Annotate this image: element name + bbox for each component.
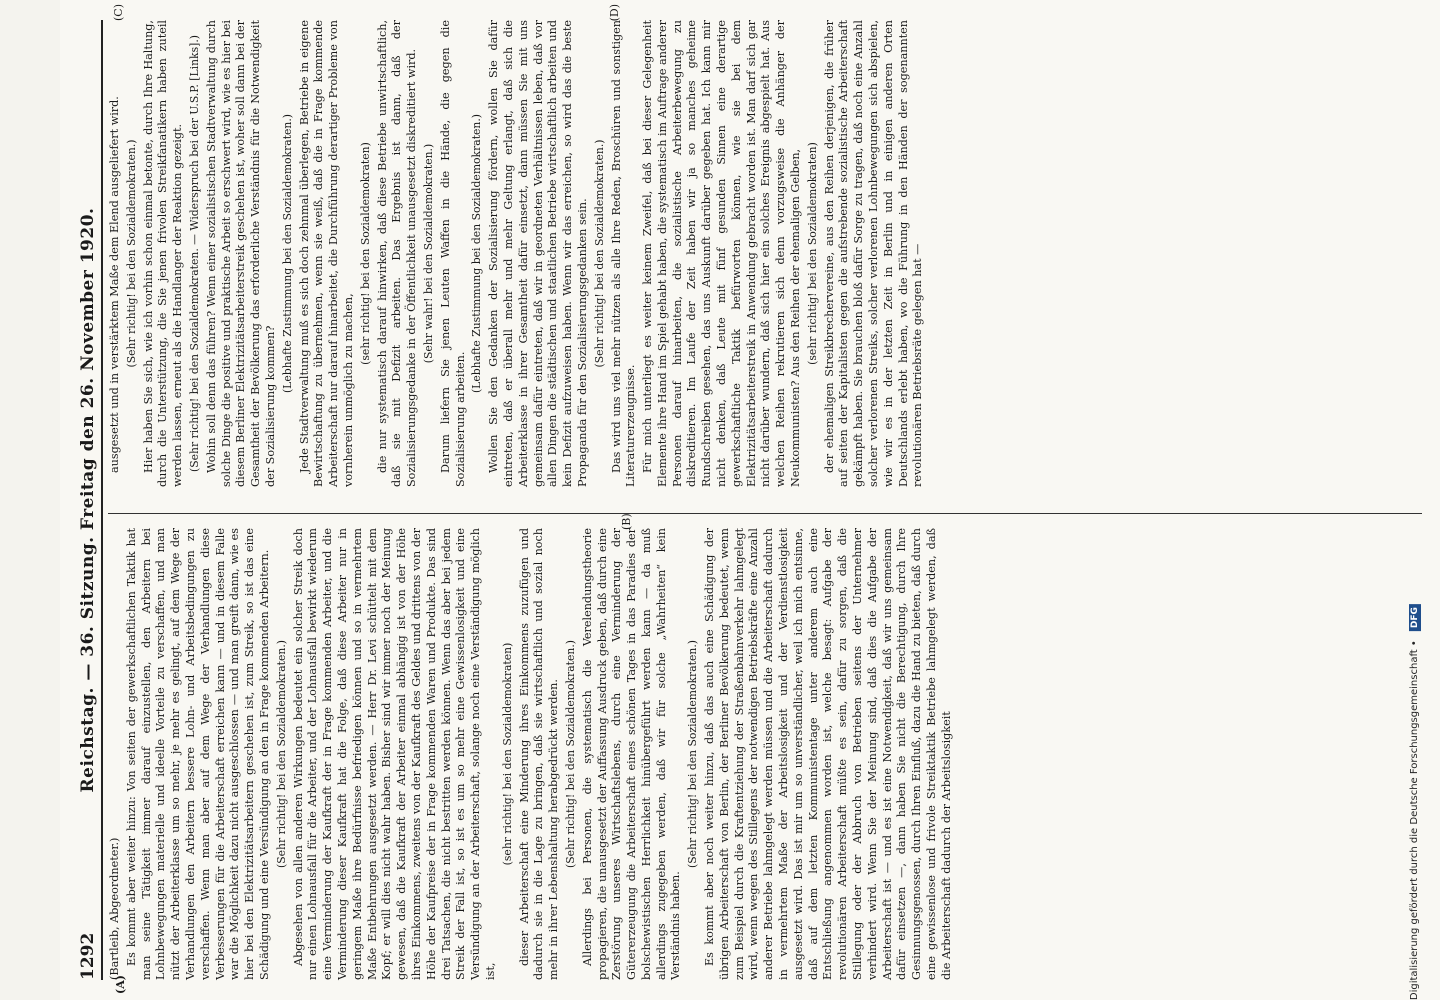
paragraph: Jede Stadtverwaltung muß es sich doch zehnmal überlegen, Betriebe in eigene Bewirtschaftung zu übernehmen, wenn sie weiß, daß die in Frage kommende Arbeiterschaft nur darauf hinarbeitet, die Durchführung derartiger Probleme von vornherein unmöglich zu machen,: [297, 20, 355, 487]
paragraph: Für mich unterliegt es weiter keinem Zweifel, daß bei dieser Gelegenheit Elemente ihre Hand im Spiel gehabt haben, die systematisch im Auftrage anderer Personen darauf hinarbeiten, die sozialistische Arbeiterbewegung zu diskreditieren. Im Laufe der Zeit haben wir ja so manches geheime Rundschreiben gesehen, das uns Auskunft darüber gegeben hat. Ich kann mir nicht denken, daß Leute mit fünf gesunden Sinnen eine derartige gewerkschaftliche Taktik befürworten können, wie sie bei dem Elektrizitätsarbeiterstreik in Anwendung gebracht worden ist. Man darf sich gar nicht darüber wundern, daß sich hier ein solches Ereignis abgespielt hat. Aus welchen Reihen rekrutieren sich denn vorzugsweise die Anhänger der Neukommunisten? Aus den Reihen der ehemaligen Gelben,: [641, 20, 803, 487]
interjection: (sehr richtig! bei den Sozialdemokraten): [805, 142, 819, 365]
interjection: (sehr richtig! bei den Sozialdemokraten): [358, 142, 372, 365]
paragraph: Wohin soll denn das führen? Wenn einer sozialistischen Stadtverwaltung durch solche Dinge die positive und praktische Arbeit so erschwert wird, wie es hier bei diesem Berliner Elektrizitätsarbeiterstreik geschehen ist, woher soll dann bei der Gesamtheit der Bevölkerung das erforderliche Verständnis für die Notwendigkeit der Sozialisierung kommen?: [204, 20, 277, 487]
text-columns: [108, 4, 1422, 994]
speaker-label: (Bartleib, Abgeordneter.): [108, 837, 121, 980]
interjection: (Sehr richtig! bei den Sozialdemokraten.): [592, 139, 606, 368]
running-head: Reichstag. — 36. Sitzung. Freitag den 26. November 1920.: [78, 207, 98, 793]
paragraph: Abgesehen von allen anderen Wirkungen bedeutet ein solcher Streik doch nur einen Lohnausfall für die Arbeiter, und der Lohnausfall bewirkt wiederum eine Verminderung der Kaufkraft der in Frage kommenden Arbeiter, und die Verminderung dieser Kaufkraft hat die Folge, daß diese Arbeiter nur in geringem Maße ihre Bedürfnisse befriedigen können und so in vermehrtem Maße Entbehrungen ausgesetzt werden. — Herr Dr. Levi schüttelt mit dem Kopf; er will dies nicht wahr haben. Bisher sind wir immer noch der Meinung gewesen, daß die Kaufkraft der Arbeiter einmal abhängig ist von der Höhe ihres Einkommens, zweitens von der Kaufkraft des Geldes und drittens von der Höhe der Kaufpreise der in Frage kommenden Waren und Produkte. Das sind drei Tatsachen, die nicht bestritten werden können. Wenn das aber bei jedem Streik der Fall ist, so ist es um so mehr eine Gewissenlosigkeit und eine Versündigung an der Arbeiterschaft, solange noch eine Verständigung möglich ist,: [291, 528, 497, 980]
paragraph: Wollen Sie den Gedanken der Sozialisierung fördern, wollen Sie dafür eintreten, daß er überall mehr und mehr Geltung erlangt, daß sich die Arbeiterklasse in ihrer Gesamtheit dafür einsetzt, dann müssen Sie mit uns gemeinsam dafür eintreten, daß wir in geordneten Verhältnissen leben, daß vor allen Dingen die städtischen und staatlichen Betriebe wirtschaftlich arbeiten und kein Defizit aufzuweisen haben. Wenn wir das erreichen, so wird das die beste Propaganda für den Sozialisierungsgedanken sein.: [487, 20, 589, 487]
interjection: (Sehr richtig! bei den Sozialdemokraten.): [124, 139, 138, 368]
interjection: (Sehr richtig! bei den Sozialdemokraten.): [686, 640, 700, 868]
paragraph: der ehemaligen Streikbrechervereine, aus den Reihen derjenigen, die früher auf seiten der Kapitalisten gegen die aufstrebende sozialistische Arbeiterschaft gekämpft haben. Sie brauchen bloß dafür Sorge zu tragen, daß noch eine Anzahl solcher verlorenen Streiks, solcher verlorenen Lohnbewegungen sich abspielen, wie wir es in der letzten Zeit in Berlin und in einigen anderen Orten Deutschlands erlebt haben, wo die Führung in den Händen der sogenannten revolutionären Betriebsräte gelegen hat —: [822, 20, 925, 487]
margin-marker-d: (D): [608, 4, 621, 22]
paragraph: Es kommt aber weiter hinzu: Von seiten der gewerkschaftlichen Taktik hat man seine Tätigkeit immer darauf einzustellen, den Arbeitern bei Lohnbewegungen materielle und ideelle Vorteile zu verschaffen, und man nützt der Arbeiterklasse um so mehr, je mehr es gelingt, auf dem Wege der Verhandlungen den Arbeitern bessere Lohn- und Arbeitsbedingungen zu verschaffen. Wenn man aber auf dem Wege der Verhandlungen diese Verbesserungen für die Arbeiterschaft erreichen kann — und in diesem Falle war die Möglichkeit dazu nicht ausgeschlossen — und man greift dann, wie es hier bei den Elektrizitätsarbeitern geschehen ist, zum Streik, so ist das eine Schädigung und eine Versündigung an den in Frage kommenden Arbeitern.: [124, 528, 271, 980]
interjection: (Sehr richtig! bei den Sozialdemokraten. — Widerspruch bei der U.S.P. [Links].): [187, 35, 201, 472]
paragraph: dieser Arbeiterschaft eine Minderung ihres Einkommens zuzufügen und dadurch sie in die Lage zu bringen, daß sie wirtschaftlich und sozial noch mehr in ihrer Lebenshaltung herabgedrückt werden.: [517, 528, 561, 980]
interjection: (sehr richtig! bei den Sozialdemokraten): [500, 642, 514, 866]
margin-marker-a: (A): [114, 975, 127, 994]
interjection: (Lebhafte Zustimmung bei den Sozialdemokraten.): [470, 113, 484, 394]
paragraph: ausgesetzt und in verstärktem Maße dem Elend ausgeliefert wird.: [108, 96, 121, 473]
page-number: 1292: [78, 932, 98, 980]
margin-marker-b: (B): [620, 513, 633, 530]
interjection: (Sehr richtig! bei den Sozialdemokraten.): [274, 640, 288, 868]
paragraph: Allerdings bei Personen, die systematisch die Verelendungstheorie propagieren, die unausgesetzt der Auffassung Ausdruck geben, daß durch eine Zerstörung unseres Wirtschaftslebens, durch eine Verminderung der Gütererzeugung die Arbeiterschaft eines schönen Tages in das Paradies der bolschewistischen Herrlichkeit hinübergeführt werden kann — da muß allerdings zugegeben werden, daß wir für solche „Wahrheiten“ kein Verständnis haben.: [580, 528, 683, 980]
paragraph: Das wird uns viel mehr nützen als alle Ihre Reden, Broschüren und sonstigen Literaturerzeugnisse.: [609, 20, 638, 487]
paragraph: Es kommt aber noch weiter hinzu, daß das auch eine Schädigung der übrigen Arbeiterschaft von Berlin, der Berliner Bevölkerung bedeutet, wenn zum Beispiel durch die Kraftentziehung der Straßenbahnverkehr lahmgelegt wird, wenn wegen des Stillegens der notwendigen Betriebskräfte eine Anzahl anderer Betriebe lahmgelegt werden müssen und die Arbeiterschaft dadurch in vermehrtem Maße der Arbeitslosigkeit und der Verdienstlosigkeit ausgesetzt wird. Das ist mir um so unverständlicher, weil ich mich entsinne, daß auf dem letzten Kommunistentage unter anderem auch eine Entschließung angenommen worden ist, welche besagt: Aufgabe der revolutionären Arbeiterschaft müßte es sein, dafür zu sorgen, daß die Stillegung oder der Abbruch von Betrieben seitens der Unternehmer verhindert wird. Wenn Sie der Meinung sind, daß dies die Aufgabe der Arbeiterschaft ist — und es ist eine Notwendigkeit, daß wir uns gemeinsam dafür einsetzen —, dann haben Sie nicht die Berechtigung, durch Ihre Gesinnungsgenossen, durch Ihren Einfluß, dazu die Hand zu bieten, daß durch eine gewissenlose und frivole Streiktaktik Betriebe lahmgelegt werden, daß die Arbeiterschaft dadurch der Arbeitslosigkeit: [703, 528, 953, 980]
paragraph: Darum liefern Sie jenen Leuten Waffen in die Hände, die gegen die Sozialisierung arbeiten.: [438, 20, 467, 487]
document-page: [60, 0, 1440, 1000]
interjection: (Sehr wahr! bei den Sozialdemokraten.): [421, 143, 435, 364]
paragraph: die nur systematisch darauf hinwirken, daß diese Betriebe unwirtschaftlich, daß sie mit Defizit arbeiten. Das Ergebnis ist dann, daß der Sozialisierungsgedanke in der Öffentlichkeit unausgesetzt diskreditiert wird.: [375, 20, 419, 487]
credit-text: Digitalisierung gefördert durch die Deutsche Forschungsgemeinschaft •: [1409, 640, 1420, 1000]
digitization-credit: [1402, 0, 1428, 1000]
right-column: [108, 4, 1422, 487]
interjection: (Lebhafte Zustimmung bei den Sozialdemokraten.): [280, 113, 294, 394]
page-header: [68, 20, 103, 980]
paragraph: Hier haben Sie sich, wie ich vorhin schon einmal betonte, durch Ihre Haltung, durch die Unterstützung, die Sie jenen frivolen Streikfanatikern haben zuteil werden lassen, erneut als die Handlanger der Reaktion gezeigt.: [141, 20, 185, 487]
left-column: [108, 513, 1422, 994]
dfg-logo: DFG: [1409, 604, 1421, 631]
interjection: (Sehr richtig! bei den Sozialdemokraten.): [563, 640, 577, 868]
margin-marker-c: (C): [112, 4, 125, 21]
